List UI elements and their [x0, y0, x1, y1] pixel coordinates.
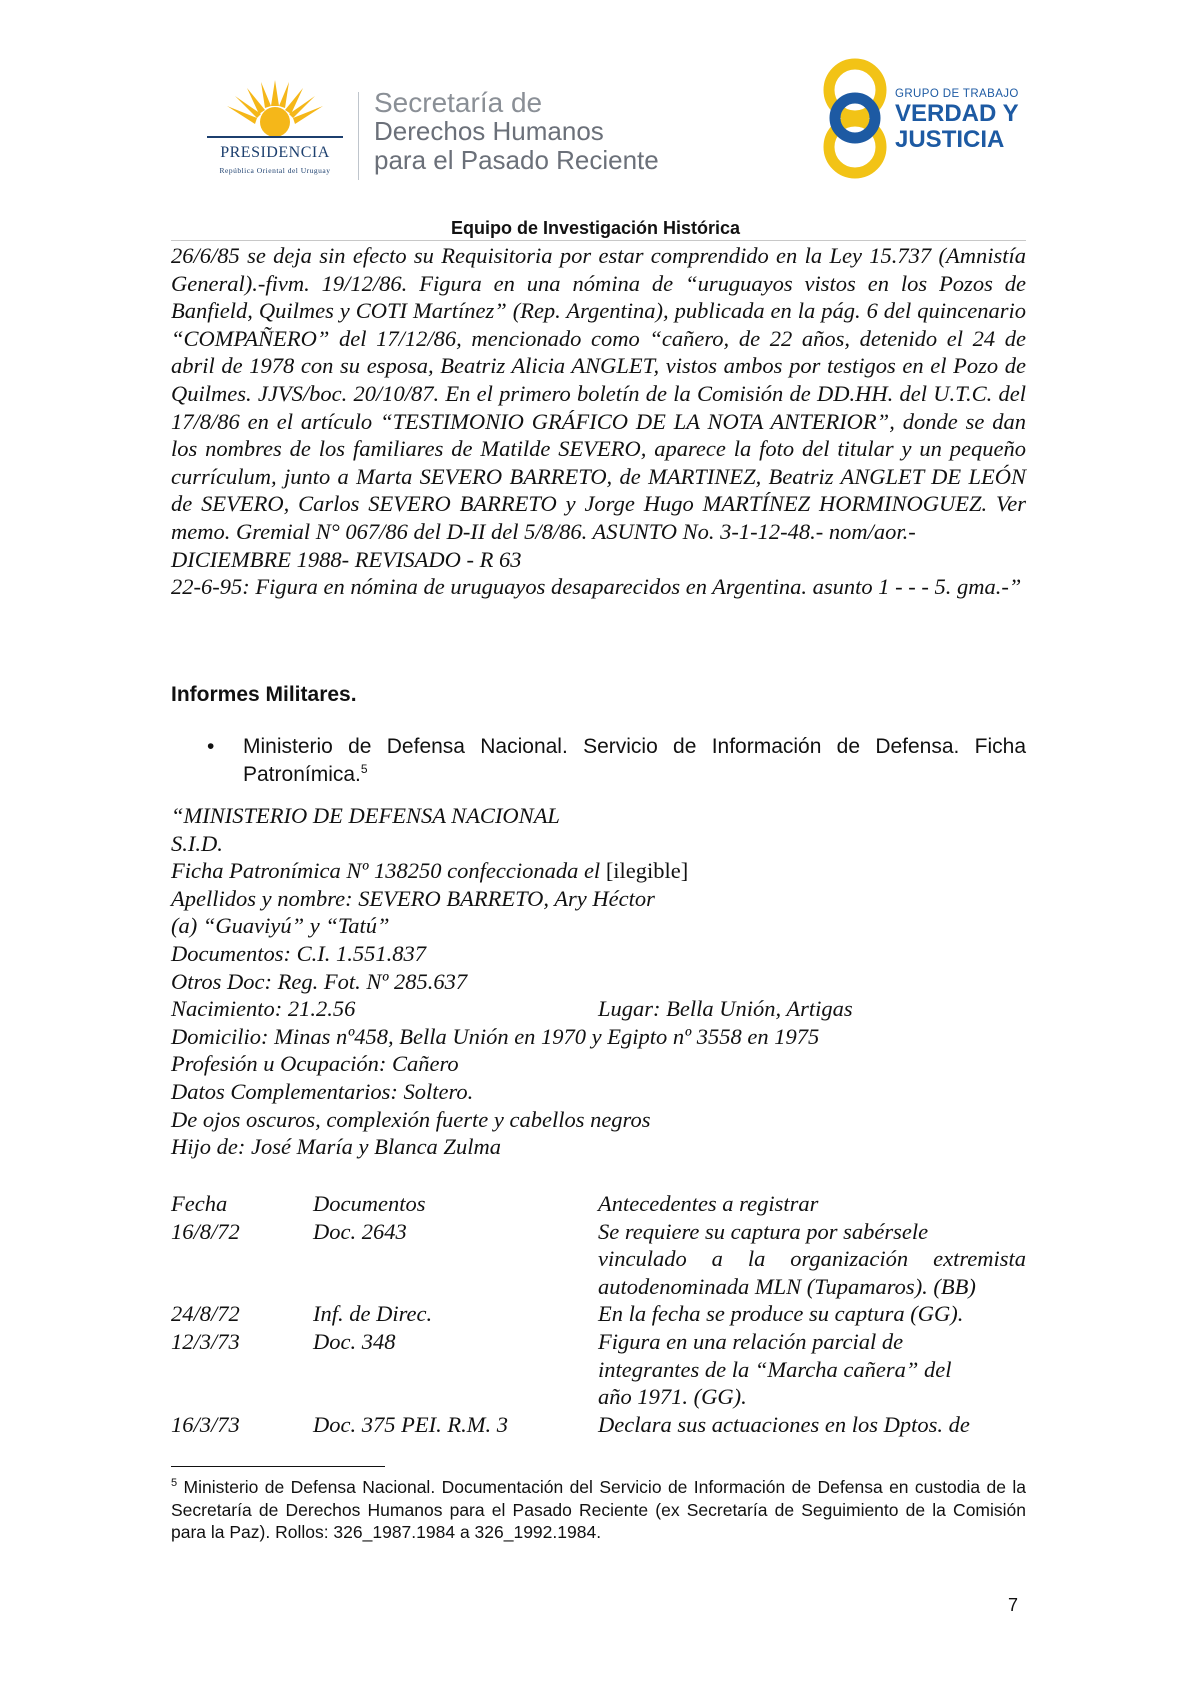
ficha-birth	[171, 995, 1026, 1023]
row-doc: Doc. 375 PEI. R.M. 3	[313, 1411, 508, 1437]
bullet-dot: •	[207, 735, 215, 758]
footnote-reference[interactable]: 5	[360, 762, 368, 776]
table-row	[171, 1411, 1026, 1439]
ficha-ministry: “MINISTERIO DE DEFENSA NACIONAL	[171, 803, 560, 828]
intro-text	[171, 242, 1026, 601]
antecedentes-table	[171, 1190, 1026, 1438]
presidencia-subtitle: República Oriental del Uruguay	[219, 166, 331, 175]
gtvj-line-3: JUSTICIA	[895, 126, 1005, 153]
footnote-number: 5	[171, 1477, 178, 1490]
row-antecedentes	[598, 1411, 1026, 1439]
sun-emblem-icon	[195, 78, 355, 142]
footnote-rule	[171, 1466, 385, 1467]
row-doc: Inf. de Direc.	[313, 1301, 433, 1327]
header-antecedentes-text: Antecedentes a registrar	[598, 1191, 819, 1216]
secretaria-line-2: Derechos Humanos	[374, 116, 604, 146]
header-rule	[171, 240, 1026, 241]
row-fecha: 12/3/73	[171, 1328, 240, 1354]
row-antecedentes	[598, 1328, 1026, 1411]
verdad-justicia-logo	[820, 56, 1035, 181]
secretaria-logo	[374, 88, 659, 175]
table-header-row	[171, 1190, 1026, 1218]
bullet-item-text: Ministerio de Defensa Nacional. Servicio de Información de Defensa. Ficha Patronímica.	[243, 735, 1026, 786]
row-fecha: 16/3/73	[171, 1411, 240, 1437]
row-antecedentes-line: Se requiere su captura por sabérsele	[598, 1218, 929, 1244]
row-antecedentes	[598, 1300, 1026, 1328]
intro-paragraph-2: DICIEMBRE 1988- REVISADO - R 63	[171, 546, 522, 572]
header-documentos: Documentos	[313, 1191, 426, 1216]
presidencia-title: PRESIDENCIA	[220, 144, 330, 161]
ficha-other-docs: Otros Doc: Reg. Fot. Nº 285.637	[171, 968, 468, 994]
ficha-sid: S.I.D.	[171, 830, 223, 856]
team-title: Equipo de Investigación Histórica	[450, 218, 741, 238]
table-row	[171, 1218, 1026, 1301]
gtvj-line-1: GRUPO DE TRABAJO	[895, 88, 1019, 100]
ficha-name: Apellidos y nombre: SEVERO BARRETO, Ary Héctor	[171, 885, 655, 911]
ficha-patronimica	[171, 802, 1026, 1161]
table-row	[171, 1300, 1026, 1328]
ficha-birth-place: Lugar: Bella Unión, Artigas	[598, 996, 853, 1022]
page-number: 7	[1008, 1595, 1019, 1615]
footnote-text: Ministerio de Defensa Nacional. Documentación del Servicio de Información de Defensa en custodia de la Secretaría de Derechos Humanos para el Pasado Reciente (ex Secretaría de Seguimiento de la Comisión para la Paz). Rollos: 326_1987.1984 a 326_1992.1984.	[171, 1477, 1026, 1543]
gtvj-line-2: VERDAD Y	[895, 100, 1019, 127]
ficha-complementary: Datos Complementarios: Soltero.	[171, 1078, 474, 1104]
ficha-number-text: Ficha Patronímica Nº 138250 confeccionada el	[171, 858, 606, 884]
interlocking-rings-icon	[820, 56, 890, 181]
row-fecha: 24/8/72	[171, 1301, 240, 1327]
row-antecedentes-line: integrantes de la “Marcha cañera” del	[598, 1356, 952, 1382]
ficha-parents: Hijo de: José María y Blanca Zulma	[171, 1134, 501, 1160]
row-antecedentes-line: En la fecha se produce su captura (GG).	[598, 1301, 964, 1327]
intro-paragraph-3: 22-6-95: Figura en nómina de uruguayos desaparecidos en Argentina. asunto 1 - - - 5. gma.-”	[171, 574, 1022, 600]
ficha-description: De ojos oscuros, complexión fuerte y cabellos negros	[171, 1106, 651, 1132]
presidencia-logo	[195, 78, 355, 178]
footnote	[171, 1476, 1026, 1544]
ficha-address: Domicilio: Minas nº458, Bella Unión en 1970 y Egipto nº 3558 en 1975	[171, 1023, 820, 1049]
secretaria-line-3: para el Pasado Reciente	[374, 145, 659, 175]
row-doc: Doc. 2643	[313, 1218, 407, 1244]
row-antecedentes-line: año 1971. (GG).	[598, 1384, 747, 1410]
row-antecedentes-line: Declara sus actuaciones en los Dptos. de	[598, 1411, 970, 1437]
header-fecha: Fecha	[171, 1191, 228, 1216]
ficha-alias: (a) “Guaviyú” y “Tatú”	[171, 913, 390, 939]
page-header	[0, 0, 1191, 225]
row-antecedentes	[598, 1218, 1026, 1301]
bullet-item	[243, 733, 1026, 789]
table-row	[171, 1328, 1026, 1411]
row-antecedentes-line: vinculado a la organización extremista	[598, 1246, 1026, 1272]
row-doc: Doc. 348	[313, 1328, 396, 1354]
row-antecedentes-line: autodenominada MLN (Tupamaros). (BB)	[598, 1273, 976, 1299]
section-title: Informes Militares.	[171, 683, 357, 706]
row-antecedentes-line: Figura en una relación parcial de	[598, 1328, 904, 1354]
secretaria-line-1: Secretaría de	[374, 87, 543, 118]
header-antecedentes	[598, 1190, 1026, 1218]
ficha-illegible: [ilegible]	[605, 858, 689, 884]
ficha-occupation: Profesión u Ocupación: Cañero	[171, 1051, 459, 1077]
intro-paragraph-1: 26/6/85 se deja sin efecto su Requisitoria por estar comprendido en la Ley 15.737 (Amnistía General).-fivm. 19/12/86. Figura en una nómina de “uruguayos vistos en los Pozos de Banfield, Quilmes y COTI Martínez” (Rep. Argentina), publicada en la pág. 6 del quincenario “COMPAÑERO” del 17/12/86, mencionado como “cañero, de 22 años, detenido el 24 de abril de 1978 con su esposa, Beatriz Alicia ANGLET, vistos ambos por testigos en el Pozo de Quilmes. JJVS/boc. 20/10/87. En el primero boletín de la Comisión de DD.HH. del U.T.C. del 17/8/86 en el artículo “TESTIMONIO GRÁFICO DE LA NOTA ANTERIOR”, donde se dan los nombres de los familiares de Matilde SEVERO, aparece la foto del titular y un pequeño currículum, junto a Marta SEVERO BARRETO, de MARTINEZ, Beatriz ANGLET DE LEÓN de SEVERO, Carlos SEVERO BARRETO y Jorge Hugo MARTÍNEZ HORMINOGUEZ. Ver memo. Gremial N° 067/86 del D-II del 5/8/86. ASUNTO No. 3-1-12-48.- nom/aor.-	[171, 243, 1026, 544]
ficha-birth-date: Nacimiento: 21.2.56	[171, 996, 356, 1022]
row-fecha: 16/8/72	[171, 1218, 240, 1244]
ficha-documents: Documentos: C.I. 1.551.837	[171, 940, 426, 966]
logo-divider	[358, 92, 359, 180]
ficha-number	[171, 857, 1026, 885]
